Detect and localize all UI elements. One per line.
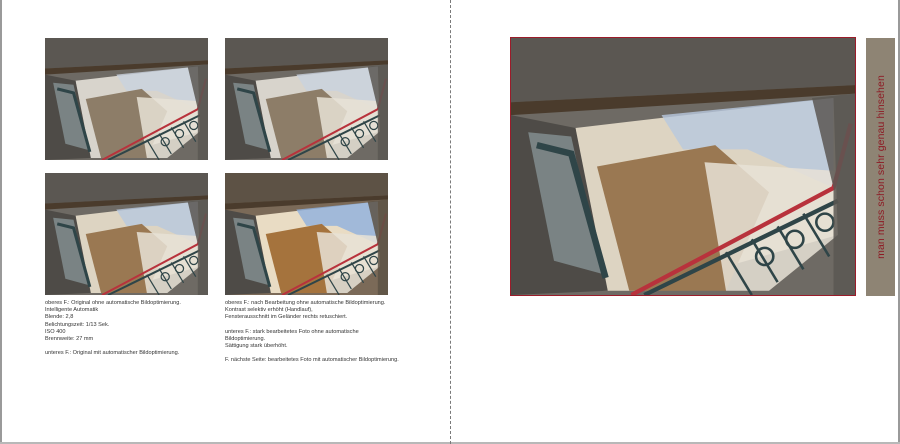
- page-gutter-fold: [450, 0, 451, 444]
- caption-line: Fensterausschnitt im Geländer rechts retuschiert.: [225, 314, 348, 321]
- caption-line: Belichtungszeit: 1/13 Sek.: [45, 321, 110, 328]
- caption-line: Bildoptimierung.: [225, 335, 266, 342]
- caption-column-1: [45, 300, 215, 357]
- caption-line: unteres F.: stark bearbeitetes Foto ohne automatische: [225, 328, 359, 335]
- caption-line: unteres F.: Original mit automatischer Bildoptimierung.: [45, 350, 180, 357]
- caption-line: Brennweite: 27 mm: [45, 336, 94, 343]
- caption-line: ISO 400: [45, 328, 66, 335]
- photo-original-auto[interactable]: [45, 173, 208, 295]
- page-edge-left: [0, 0, 2, 444]
- caption-line: Intelligente Automatik: [45, 307, 99, 314]
- caption-column-2: [225, 300, 415, 364]
- photo-large-final[interactable]: [510, 37, 856, 296]
- caption-line: Blende: 2,8: [45, 314, 74, 321]
- chapter-tab: [866, 38, 895, 296]
- caption-line: oberes F.: Original ohne automatische Bildoptimierung.: [45, 300, 181, 306]
- caption-line: Sättigung stark überhöht.: [225, 343, 288, 350]
- caption-line: Kontrast selektiv erhöht (Handlauf),: [225, 307, 313, 314]
- photo-original-no-auto[interactable]: [45, 38, 208, 160]
- photo-strongly-edited[interactable]: [225, 173, 388, 295]
- vertical-page-title: man muss schon sehr genau hinsehen: [874, 75, 887, 259]
- caption-line: F. nächste Seite: bearbeitetes Foto mit automatischer Bildoptimierung.: [225, 357, 399, 364]
- photo-edited-no-auto[interactable]: [225, 38, 388, 160]
- caption-line: oberes F.: nach Bearbeitung ohne automatische Bildoptimierung.: [225, 300, 386, 306]
